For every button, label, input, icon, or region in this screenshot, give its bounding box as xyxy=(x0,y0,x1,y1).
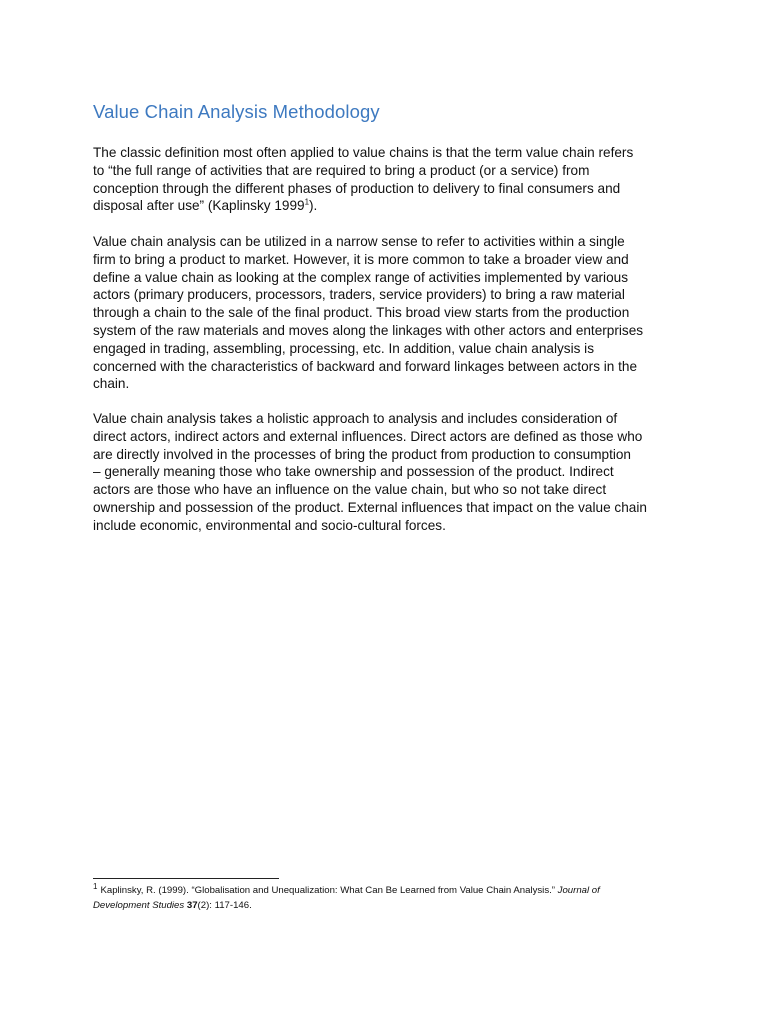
text-line: through a chain to the sale of the final product. This broad view starts from the production xyxy=(93,305,630,321)
footnote-line xyxy=(93,899,693,914)
text-line: actors are those who have an influence on the value chain, but who so not take direct xyxy=(93,482,607,498)
text-line: – generally meaning those who take ownership and possession of the product. Indirect xyxy=(93,464,614,480)
text-line: chain. xyxy=(93,376,130,392)
footnote-journal: Development Studies xyxy=(93,899,185,911)
text-line: system of the raw materials and moves along the linkages with other actors and enterprises xyxy=(93,322,644,338)
text-line: engaged in trading, assembling, processing, etc. In addition, value chain analysis is xyxy=(93,340,595,356)
footnote-volume: 37 xyxy=(186,899,198,911)
text-line: ownership and possession of the product. External influences that impact on the value chain xyxy=(93,499,647,515)
paragraph-actors xyxy=(93,410,693,535)
text-segment: ). xyxy=(309,198,318,214)
footnote-pages: (2): 117-146. xyxy=(197,899,252,911)
text-line: The classic definition most often applied to value chains is that the term value chain refers xyxy=(93,145,634,160)
text-line: actors (primary producers, processors, traders, service providers) to bring a raw material xyxy=(93,287,625,303)
footnote xyxy=(93,881,693,913)
text-line: Value chain analysis can be utilized in a narrow sense to refer to activities within a single xyxy=(93,234,625,249)
text-line: are directly involved in the processes of bring the product from production to consumption xyxy=(93,446,631,462)
text-line: define a value chain as looking at the complex range of activities implemented by various xyxy=(93,269,628,285)
text-line xyxy=(93,197,693,215)
paragraph-definition xyxy=(93,144,693,215)
text-line: direct actors, indirect actors and external influences. Direct actors are defined as those who xyxy=(93,428,643,444)
page-title: Value Chain Analysis Methodology xyxy=(93,101,380,122)
footnote-journal: Journal of xyxy=(557,885,600,896)
text-line: include economic, environmental and socio-cultural forces. xyxy=(93,517,446,533)
text-line: to “the full range of activities that are required to bring a product (or a service) from xyxy=(93,162,590,178)
text-segment: disposal after use” (Kaplinsky 1999 xyxy=(93,198,305,214)
paragraph-scope xyxy=(93,233,693,393)
text-line: concerned with the characteristics of backward and forward linkages between actors in the xyxy=(93,358,638,374)
text-line: firm to bring a product to market. However, it is more common to take a broader view and xyxy=(93,251,629,267)
footnote-line xyxy=(93,881,693,899)
text-line: conception through the different phases of production to delivery to final consumers and xyxy=(93,180,621,196)
footnote-separator xyxy=(93,878,279,879)
footnote-reference[interactable]: 1 xyxy=(304,197,310,207)
footnote-text: Kaplinsky, R. (1999). “Globalisation and Unequalization: What Can Be Learned from Value Chain Analysis.” xyxy=(100,885,555,896)
footnote-number: 1 xyxy=(93,881,98,891)
text-line: Value chain analysis takes a holistic approach to analysis and includes consideration of xyxy=(93,411,618,426)
